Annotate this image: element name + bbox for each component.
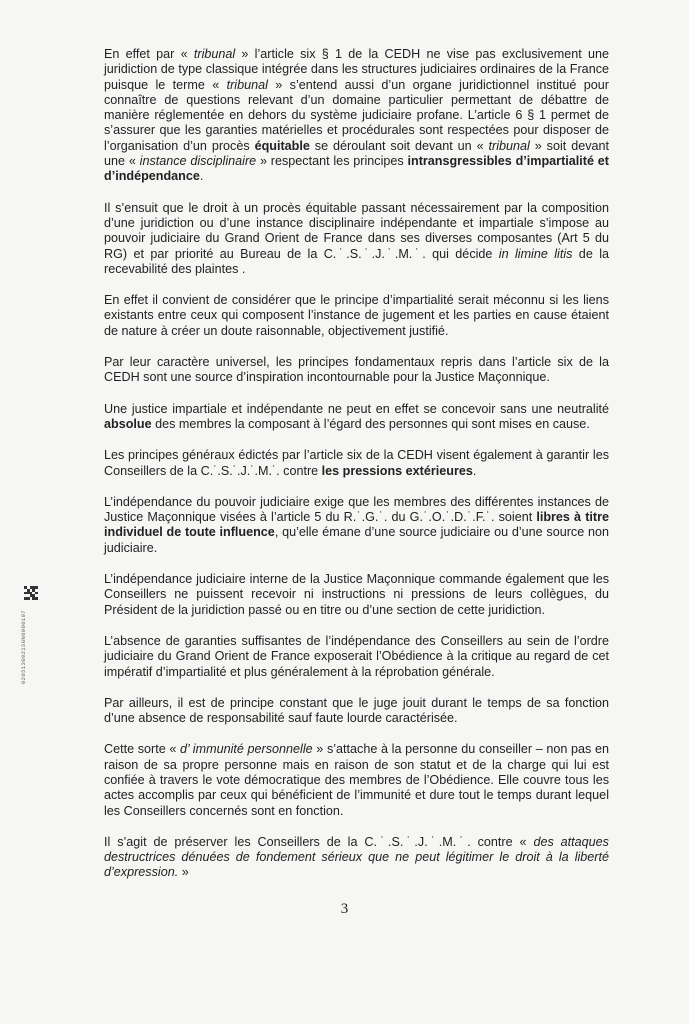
text-run: Il s’ensuit que le droit à un procès équitable passant nécessairement par la composition d’une juridiction ou d’une instance disciplinaire indépendante et impartiale s’impose au pouvoir judiciaire du Grand Orient de France dans ses diverses composantes (Art 5 du RG) et par priorité au Bureau de la C.˙.S.˙.J.˙.M.˙. qui décide (104, 200, 609, 261)
text-run: » l’article six § 1 de la CEDH ne vise pas exclusivement une juridiction de type classique intégrée dans les structures judiciaires ordinaires de la France puisque le terme « (104, 47, 609, 92)
text-run: » respectant les principes (256, 154, 408, 169)
text-run: En effet par « (104, 47, 194, 61)
bold-text: équitable (254, 138, 310, 153)
text-run: des membres la composant à l’égard des personnes qui sont mises en cause. (151, 416, 590, 431)
text-run: » s’entend aussi d’un organe juridictionnel institué pour connaître de questions relevant d’un domaine particulier permettant de débattre de manière réglementée en dehors du système judiciaire profane. L’article 6 § 1 permet de s’assurer que les garanties matérielles et procédurales sont respectées pour disposer de l’organisation d’un procès (104, 77, 609, 153)
italic-text: tribunal (226, 77, 268, 92)
italic-text: d’ immunité personnelle (180, 742, 313, 757)
italic-text: tribunal (193, 47, 236, 61)
paragraph (104, 835, 609, 881)
bold-text: libres à titre individuel de toute influence (104, 510, 609, 540)
text-run: se déroulant soit devant un « (309, 138, 489, 153)
page-number: 3 (340, 901, 349, 917)
paragraph (104, 495, 609, 556)
paragraph (104, 696, 609, 727)
italic-text: tribunal (488, 138, 530, 153)
bold-text: intransgressibles d’impartialité et d’indépendance (104, 154, 609, 184)
text-run: Par ailleurs, il est de principe constant que le juge jouit durant le temps de sa fonction d’une absence de responsabilité sauf faute lourde caractérisée. (104, 695, 609, 726)
side-reference-code: 0205130021SGN0000107 (20, 610, 27, 685)
italic-text: instance disciplinaire (139, 154, 257, 169)
text-run: L’indépendance du pouvoir judiciaire exige que les membres des différentes instances de Justice Maçonnique visées à l’article 5 du R.˙.G.˙. du G.˙.O.˙.D.˙.F.˙. soient (104, 494, 609, 525)
italic-text: in limine litis (498, 246, 573, 261)
paragraph (104, 355, 609, 386)
text-run: Les principes généraux édictés par l’article six de la CEDH visent également à garantir les Conseillers de la C.˙.S.˙.J.˙.M.˙. contre (104, 448, 609, 478)
paragraph (104, 634, 609, 680)
text-run: L’absence de garanties suffisantes de l’indépendance des Conseillers au sein de l’ordre judiciaire du Grand Orient de France exposerait l’Obédience à la critique au regard de cet impératif d’impartialité et plus généralement à la réprobation générale. (104, 633, 609, 679)
text-run: En effet il convient de considérer que le principe d’impartialité serait méconnu si les liens existants entre ceux qui composent l’instance de jugement et les parties en cause étaient de nature à créer un doute raisonnable, objectivement justifié. (104, 293, 609, 338)
paragraph (104, 47, 609, 185)
text-run: Il s’agit de préserver les Conseillers de la C.˙.S.˙.J.˙.M.˙. contre « (104, 834, 534, 849)
italic-text: des attaques destructrices dénuées de fondement sérieux que ne peut légitimer le droit à la liberté d’expression. (104, 834, 609, 880)
text-run: . (472, 463, 477, 478)
paragraph (104, 402, 609, 433)
text-run: . (199, 169, 204, 184)
qr-code-icon (24, 586, 38, 600)
text-run: L’indépendance judiciaire interne de la Justice Maçonnique commande également que les Conseillers ne puissent recevoir ni instructions ni pressions de leurs collègues, du Président de la juridiction passé ou en titre ou d’une section de cette juridiction. (104, 572, 609, 617)
paragraph (104, 572, 609, 618)
text-run: de la recevabilité des plaintes . (104, 246, 609, 276)
paragraph (104, 742, 609, 818)
text-run: » soit devant une « (104, 138, 610, 169)
text-run: Cette sorte « (104, 742, 181, 757)
paragraph (104, 201, 609, 277)
bold-text: les pressions extérieures (321, 463, 473, 478)
bold-text: absolue (104, 416, 152, 431)
paragraph (104, 448, 609, 479)
text-run: » (178, 865, 189, 880)
paragraph (104, 293, 609, 339)
text-run: , qu’elle émane d’une source judiciaire ou d’une source non judiciaire. (104, 525, 609, 555)
text-run: Par leur caractère universel, les principes fondamentaux repris dans l’article six de la CEDH sont une source d’inspiration incontournable pour la Justice Maçonnique. (104, 355, 609, 385)
document-body (104, 47, 609, 897)
text-run: » s’attache à la personne du conseiller – non pas en raison de sa propre personne mais en raison de son statut et de la charge qui lui est confiée à travers le vote démocratique des membres de l’Obédience. Elle couvre tous les actes accomplis par ceux qui bénéficient de l’immunité et dure tout le temps durant lequel les Conseillers concernés sont en fonction. (104, 742, 610, 818)
text-run: Une justice impartiale et indépendante ne peut en effet se concevoir sans une neutralité (104, 401, 609, 416)
